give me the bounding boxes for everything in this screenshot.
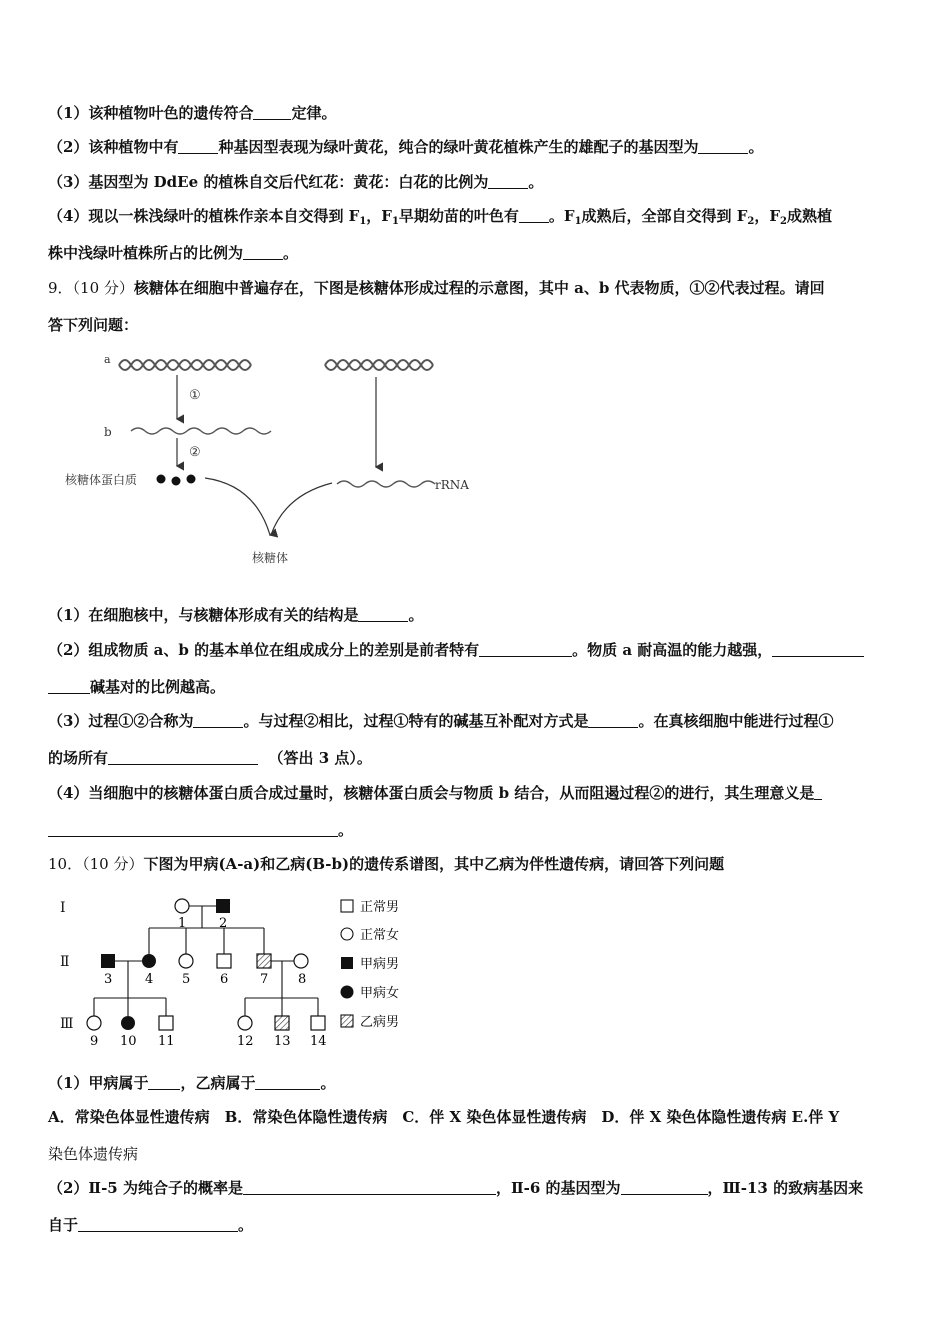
question-number: 10．（10 分） bbox=[48, 855, 144, 873]
id-label: 10 bbox=[120, 1034, 137, 1049]
id-label: 1 bbox=[178, 916, 187, 931]
answer-blank[interactable] bbox=[479, 642, 572, 657]
id-label: 11 bbox=[158, 1034, 175, 1049]
q9-part2-cont: 碱基对的比例越高。 bbox=[48, 677, 225, 697]
individual-II-4 bbox=[142, 954, 156, 968]
pedigree-legend bbox=[341, 899, 400, 1030]
id-label: 12 bbox=[237, 1034, 254, 1049]
question-number: 9．（10 分） bbox=[48, 279, 134, 297]
q9-stem-cont: 答下列问题： bbox=[48, 316, 139, 334]
individual-III-13 bbox=[275, 1016, 289, 1030]
answer-blank[interactable] bbox=[48, 822, 338, 837]
answer-blank[interactable] bbox=[108, 750, 258, 765]
q10-stem: 10．（10 分）下图为甲病(A-a)和乙病(B-b)的遗传系谱图，其中乙病为伴性遗传病，请回答下列问题 bbox=[48, 855, 725, 873]
answer-blank[interactable] bbox=[243, 1180, 496, 1195]
individual-II-3 bbox=[101, 954, 115, 968]
legend-a-female-icon bbox=[341, 986, 354, 999]
q10-part1: （1）甲病属于 ，乙病属于 。 bbox=[48, 1074, 336, 1092]
q9-part4: （4）当细胞中的核糖体蛋白质合成过量时，核糖体蛋白质会与物质 b 结合，从而阻遏过程②的进行，其生理意义是 bbox=[48, 783, 822, 803]
individual-II-5 bbox=[179, 954, 193, 968]
legend-label: 甲病女 bbox=[360, 986, 400, 1001]
protein-dot bbox=[172, 477, 181, 486]
mrna-wave bbox=[131, 428, 271, 434]
rrna-label: rRNA bbox=[435, 478, 469, 492]
q8-part4: （4）现以一株浅绿叶的植株作亲本自交得到 $F_1$，$F_1$早期幼苗的叶色有 。$F_1$成熟后，全部自交得到 $F_2$，$F_2$成熟植 bbox=[48, 207, 833, 227]
individual-II-6 bbox=[217, 954, 231, 968]
individual-II-7 bbox=[257, 954, 271, 968]
protein-label: 核糖体蛋白质 bbox=[65, 473, 138, 487]
id-label: 3 bbox=[104, 972, 113, 987]
q9-part3-cont: 的场所有 （答出 3 点）。 bbox=[48, 749, 372, 767]
legend-b-male-icon bbox=[341, 1015, 353, 1027]
individual-III-11 bbox=[159, 1016, 173, 1030]
merge-curve-left bbox=[205, 478, 270, 535]
q9-part3: （3）过程①②合称为 。与过程②相比，过程①特有的碱基互补配对方式是 。在真核细胞中能进行过程① bbox=[48, 712, 834, 730]
answer-blank[interactable] bbox=[814, 785, 822, 800]
label-b: b bbox=[104, 425, 112, 439]
id-label: 9 bbox=[90, 1034, 99, 1049]
individual-III-14 bbox=[311, 1016, 325, 1030]
answer-blank[interactable] bbox=[698, 139, 748, 154]
generation-I: Ⅰ bbox=[60, 900, 66, 916]
individual-III-9 bbox=[87, 1016, 101, 1030]
q8-part1: （1）该种植物叶色的遗传符合 定律。 bbox=[48, 104, 337, 122]
legend-a-male-icon bbox=[341, 957, 353, 969]
q9-part1: （1）在细胞核中，与核糖体形成有关的结构是 。 bbox=[48, 606, 424, 624]
answer-blank[interactable] bbox=[358, 607, 408, 622]
step1-label: ① bbox=[189, 388, 201, 403]
pedigree-chart bbox=[48, 888, 428, 1053]
dna-helix-right bbox=[325, 360, 433, 370]
answer-blank[interactable] bbox=[178, 139, 218, 154]
id-label: 6 bbox=[220, 972, 229, 987]
answer-blank[interactable] bbox=[148, 1075, 180, 1090]
answer-blank[interactable] bbox=[519, 208, 549, 223]
answer-blank[interactable] bbox=[772, 642, 864, 657]
q8-part2: （2）该种植物中有 种基因型表现为绿叶黄花，纯合的绿叶黄花植株产生的雄配子的基因型为 。 bbox=[48, 138, 764, 156]
ribosome-label: 核糖体 bbox=[252, 551, 289, 565]
answer-blank[interactable] bbox=[193, 713, 243, 728]
label-a: a bbox=[104, 353, 111, 366]
legend-label: 乙病男 bbox=[360, 1015, 400, 1030]
individual-I-1 bbox=[175, 899, 189, 913]
id-label: 2 bbox=[219, 916, 228, 931]
generation-II: Ⅱ bbox=[60, 954, 70, 970]
answer-blank[interactable] bbox=[588, 713, 638, 728]
legend-label: 正常女 bbox=[360, 928, 400, 943]
answer-blank[interactable] bbox=[621, 1180, 708, 1195]
q9-stem: 9．（10 分）核糖体在细胞中普遍存在，下图是核糖体形成过程的示意图，其中 a、b 代表物质，①②代表过程。请回 bbox=[48, 279, 825, 297]
id-label: 7 bbox=[260, 972, 269, 987]
q10-options: A．常染色体显性遗传病 B．常染色体隐性遗传病 C．伴 X 染色体显性遗传病 D．伴 X 染色体隐性遗传病 E.伴 Y bbox=[48, 1108, 840, 1126]
q8-part3: （3）基因型为 DdEe 的植株自交后代红花：黄花：白花的比例为 。 bbox=[48, 173, 544, 191]
step2-label: ② bbox=[189, 445, 201, 460]
answer-blank[interactable] bbox=[255, 1075, 320, 1090]
individual-II-8 bbox=[294, 954, 308, 968]
individual-III-10 bbox=[121, 1016, 135, 1030]
legend-label: 正常男 bbox=[360, 900, 400, 915]
answer-blank[interactable] bbox=[78, 1217, 238, 1232]
answer-blank[interactable] bbox=[243, 245, 283, 260]
q9-part4-cont: 。 bbox=[48, 820, 353, 840]
answer-blank[interactable] bbox=[48, 679, 90, 694]
rrna-wave bbox=[337, 481, 435, 487]
answer-blank[interactable] bbox=[253, 105, 291, 120]
dna-helix-left bbox=[119, 360, 251, 370]
q9-part2: （2）组成物质 a、b 的基本单位在组成成分上的差别是前者特有 。物质 a 耐高温的能力越强， bbox=[48, 640, 864, 660]
individual-III-12 bbox=[238, 1016, 252, 1030]
ribosome-formation-diagram bbox=[55, 345, 495, 575]
legend-normal-male-icon bbox=[341, 900, 353, 912]
generation-III: Ⅲ bbox=[60, 1016, 74, 1032]
merge-curve-right bbox=[271, 483, 332, 535]
individual-I-2 bbox=[216, 899, 230, 913]
q10-part2-cont: 自于 。 bbox=[48, 1216, 254, 1234]
q10-options-cont: 染色体遗传病 bbox=[48, 1145, 139, 1163]
protein-dot bbox=[157, 475, 166, 484]
id-label: 4 bbox=[145, 972, 154, 987]
id-label: 14 bbox=[310, 1034, 327, 1049]
legend-normal-female-icon bbox=[341, 928, 353, 940]
id-label: 13 bbox=[274, 1034, 291, 1049]
pedigree-lines bbox=[94, 906, 318, 1016]
q8-part4-cont: 株中浅绿叶植株所占的比例为 。 bbox=[48, 244, 299, 262]
legend-label: 甲病男 bbox=[360, 957, 400, 972]
id-label: 5 bbox=[182, 972, 191, 987]
q10-part2: （2）Ⅱ-5 为纯合子的概率是 ，Ⅱ-6 的基因型为 ，Ⅲ-13 的致病基因来 bbox=[48, 1179, 864, 1197]
protein-dot bbox=[187, 475, 196, 484]
id-label: 8 bbox=[298, 972, 307, 987]
answer-blank[interactable] bbox=[488, 174, 528, 189]
